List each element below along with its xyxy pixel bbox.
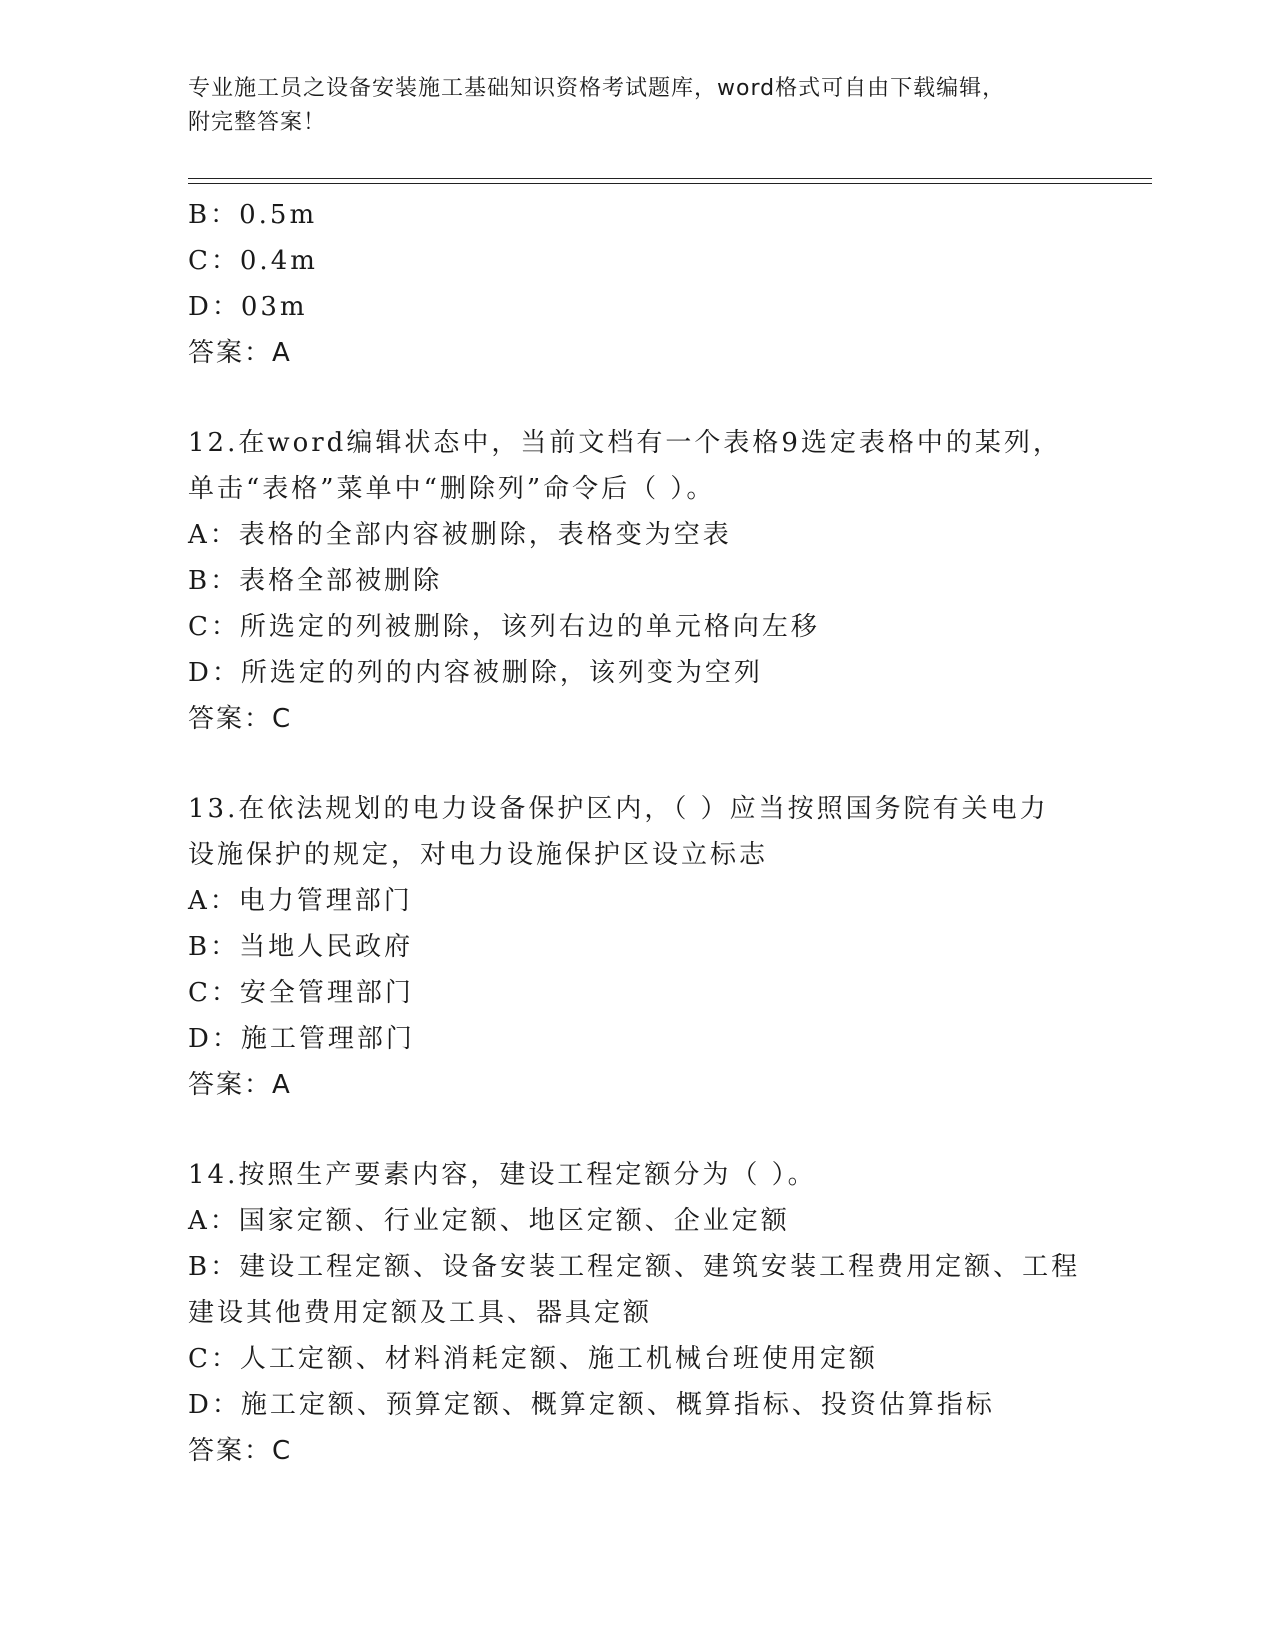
question-stem-line-2: 设施保护的规定，对电力设施保护区设立标志 [188, 840, 769, 870]
answer: 答案：C [188, 1436, 293, 1466]
option-c: C：0.4m [188, 246, 318, 276]
option-c: C：所选定的列被删除，该列右边的单元格向左移 [188, 612, 820, 642]
question-list [188, 192, 1088, 1474]
question-stem-line-1: 13.在依法规划的电力设备保护区内，（ ）应当按照国务院有关电力 [188, 794, 1049, 824]
header-rule-top [188, 178, 1152, 179]
question-11 [188, 192, 1088, 376]
option-d: D：所选定的列的内容被删除，该列变为空列 [188, 658, 763, 688]
question-14 [188, 1152, 1088, 1474]
header-line-1: 专业施工员之设备安装施工基础知识资格考试题库，word格式可自由下载编辑， [188, 76, 1006, 101]
option-b-line-1: B：建设工程定额、设备安装工程定额、建筑安装工程费用定额、工程 [188, 1252, 1081, 1282]
question-12 [188, 420, 1088, 742]
question-stem-line-1: 12.在word编辑状态中，当前文档有一个表格9选定表格中的某列， [188, 428, 1062, 458]
page-header [188, 72, 1088, 140]
option-a: A：国家定额、行业定额、地区定额、企业定额 [188, 1206, 790, 1236]
question-stem-line-2: 单击“表格”菜单中“删除列”命令后（ ）。 [188, 474, 716, 504]
header-line-2: 附完整答案！ [188, 110, 327, 135]
option-b-line-2: 建设其他费用定额及工具、器具定额 [188, 1298, 653, 1328]
option-b: B：当地人民政府 [188, 932, 414, 962]
option-c: C：安全管理部门 [188, 978, 414, 1008]
question-stem: 14.按照生产要素内容，建设工程定额分为（ ）。 [188, 1160, 817, 1190]
option-a: A：表格的全部内容被删除，表格变为空表 [188, 520, 732, 550]
option-b: B：0.5m [188, 200, 318, 230]
option-d: D：03m [188, 292, 308, 322]
answer: 答案：A [188, 1070, 292, 1100]
option-a: A：电力管理部门 [188, 886, 413, 916]
answer: 答案：C [188, 704, 293, 734]
option-d: D：施工定额、预算定额、概算定额、概算指标、投资估算指标 [188, 1390, 995, 1420]
answer: 答案：A [188, 338, 292, 368]
option-d: D：施工管理部门 [188, 1024, 415, 1054]
header-rule-bottom [188, 183, 1152, 184]
question-13 [188, 786, 1088, 1108]
option-b: B：表格全部被删除 [188, 566, 443, 596]
option-c: C：人工定额、材料消耗定额、施工机械台班使用定额 [188, 1344, 878, 1374]
